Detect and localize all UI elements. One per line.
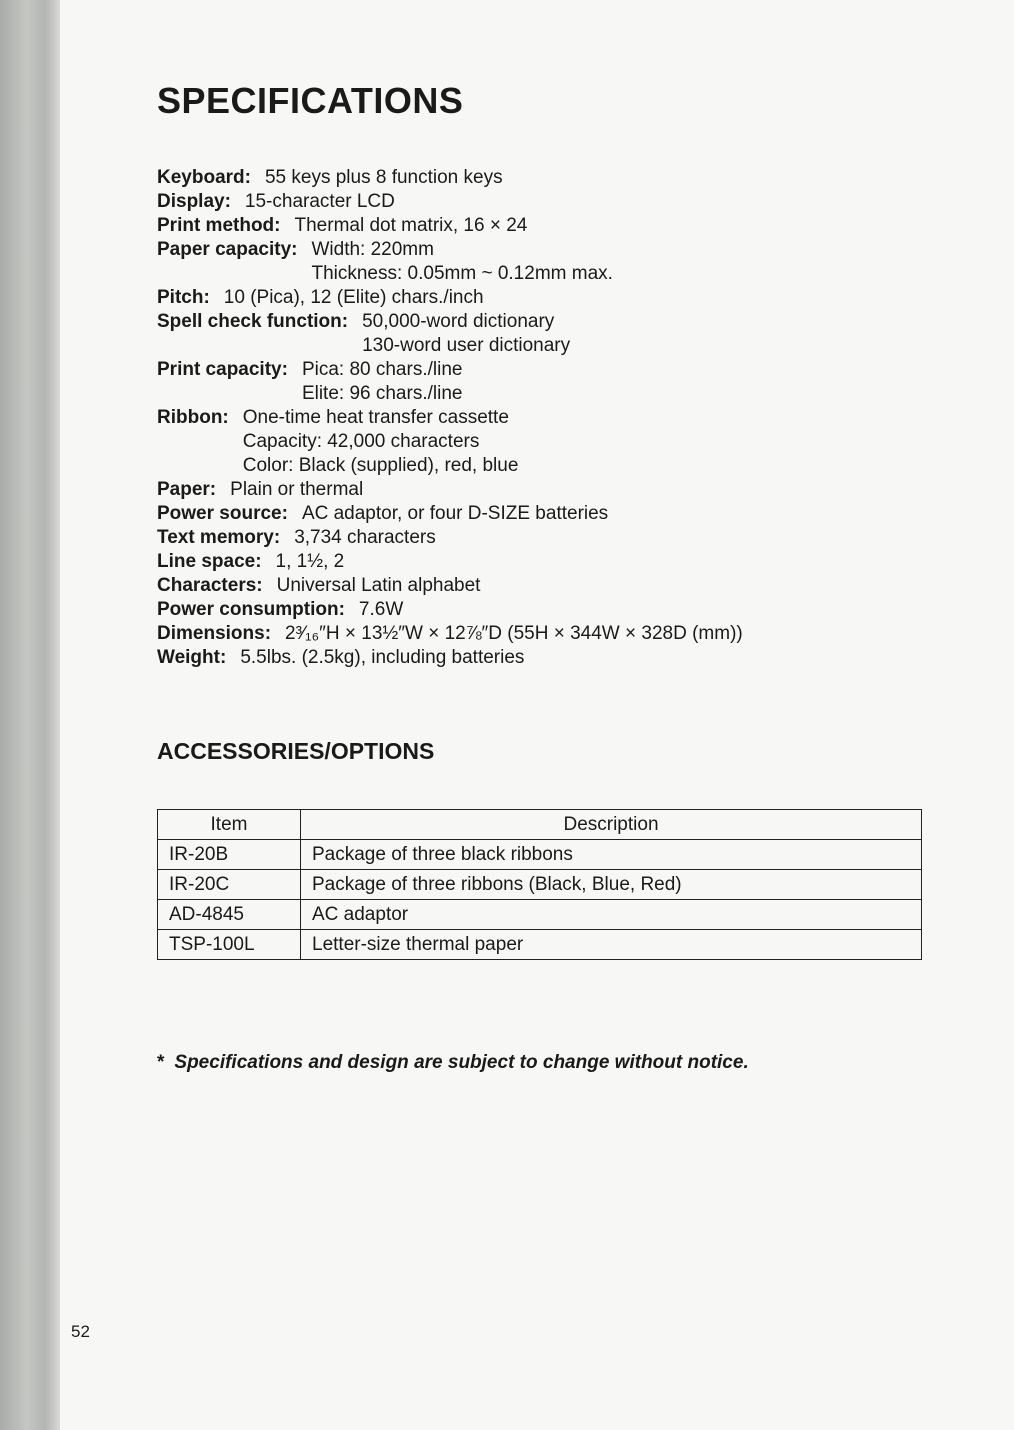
spec-label: Weight: <box>157 647 227 668</box>
table-row <box>158 870 922 900</box>
table-header-row <box>158 810 922 840</box>
spec-label: Keyboard: <box>157 167 251 188</box>
spec-row-continuation <box>157 430 743 454</box>
spec-value: 50,000-word dictionary <box>362 311 555 332</box>
accessories-title: ACCESSORIES/OPTIONS <box>157 738 435 764</box>
spec-label: Ribbon: <box>157 407 229 428</box>
spec-value: 7.6W <box>358 599 404 620</box>
spec-label: Text memory: <box>157 527 281 548</box>
spec-row <box>157 358 743 382</box>
spec-label: Power source: <box>157 503 288 524</box>
spec-row <box>157 166 743 190</box>
spec-row-continuation <box>157 382 743 406</box>
spec-row <box>157 406 743 430</box>
item-code-cell: IR-20C <box>158 870 301 900</box>
description-cell: AC adaptor <box>301 900 922 930</box>
description-cell: Package of three ribbons (Black, Blue, Red) <box>301 870 922 900</box>
spec-label: Characters: <box>157 575 263 596</box>
note-bullet: * <box>157 1052 165 1073</box>
column-header-item: Item <box>158 810 301 840</box>
binding-edge <box>0 0 60 1430</box>
spec-row <box>157 550 743 574</box>
spec-label: Print capacity: <box>157 359 288 380</box>
spec-value: Thermal dot matrix, 16 × 24 <box>294 215 528 236</box>
spec-row <box>157 310 743 334</box>
spec-row <box>157 598 743 622</box>
spec-value: 1, 1½, 2 <box>275 551 345 572</box>
spec-value: 10 (Pica), 12 (Elite) chars./inch <box>223 287 484 308</box>
spec-value: AC adaptor, or four D-SIZE batteries <box>301 503 609 524</box>
spec-row <box>157 190 743 214</box>
table-row <box>158 900 922 930</box>
spec-row-continuation <box>157 262 743 286</box>
spec-label: Paper: <box>157 479 217 500</box>
item-code-cell: TSP-100L <box>158 930 301 960</box>
spec-value: 2³⁄₁₆″H × 13½″W × 12⅞″D (55H × 344W × 328D (mm)) <box>285 623 743 644</box>
spec-label: Spell check function: <box>157 311 349 332</box>
spec-row <box>157 622 743 646</box>
spec-value: Thickness: 0.05mm ~ 0.12mm max. <box>311 263 613 284</box>
spec-row <box>157 478 743 502</box>
spec-value: Elite: 96 chars./line <box>301 383 463 404</box>
spec-value: One-time heat transfer cassette <box>242 407 509 428</box>
spec-value: 130-word user dictionary <box>362 335 571 356</box>
spec-label: Display: <box>157 191 231 212</box>
spec-value: 3,734 characters <box>294 527 436 548</box>
spec-value: Capacity: 42,000 characters <box>242 431 480 452</box>
table-row <box>158 840 922 870</box>
description-cell: Letter-size thermal paper <box>301 930 922 960</box>
spec-value: 55 keys plus 8 function keys <box>264 167 503 188</box>
spec-value: Color: Black (supplied), red, blue <box>242 455 519 476</box>
note-text: Specifications and design are subject to change without notice. <box>174 1052 749 1073</box>
spec-label: Pitch: <box>157 287 210 308</box>
item-code-cell: IR-20B <box>158 840 301 870</box>
accessories-table <box>157 809 922 960</box>
spec-row <box>157 502 743 526</box>
column-header-description: Description <box>301 810 922 840</box>
spec-value: Pica: 80 chars./line <box>301 359 463 380</box>
page-number: 52 <box>71 1322 90 1341</box>
spec-value: Width: 220mm <box>311 239 434 260</box>
spec-value: 15-character LCD <box>244 191 395 212</box>
item-code-cell: AD-4845 <box>158 900 301 930</box>
spec-row-continuation <box>157 334 743 358</box>
spec-row-continuation <box>157 454 743 478</box>
spec-label: Dimensions: <box>157 623 272 644</box>
spec-row <box>157 526 743 550</box>
spec-label: Print method: <box>157 215 281 236</box>
specifications-list <box>157 166 743 670</box>
spec-value: 5.5lbs. (2.5kg), including batteries <box>240 647 525 668</box>
spec-value: Universal Latin alphabet <box>276 575 481 596</box>
spec-value: Plain or thermal <box>230 479 364 500</box>
spec-label: Paper capacity: <box>157 239 298 260</box>
spec-row <box>157 238 743 262</box>
spec-row <box>157 646 743 670</box>
spec-label: Line space: <box>157 551 262 572</box>
spec-row <box>157 286 743 310</box>
page-title: SPECIFICATIONS <box>157 80 464 121</box>
spec-row <box>157 574 743 598</box>
table-row <box>158 930 922 960</box>
change-notice <box>157 1052 749 1074</box>
description-cell: Package of three black ribbons <box>301 840 922 870</box>
spec-label: Power consumption: <box>157 599 345 620</box>
spec-row <box>157 214 743 238</box>
